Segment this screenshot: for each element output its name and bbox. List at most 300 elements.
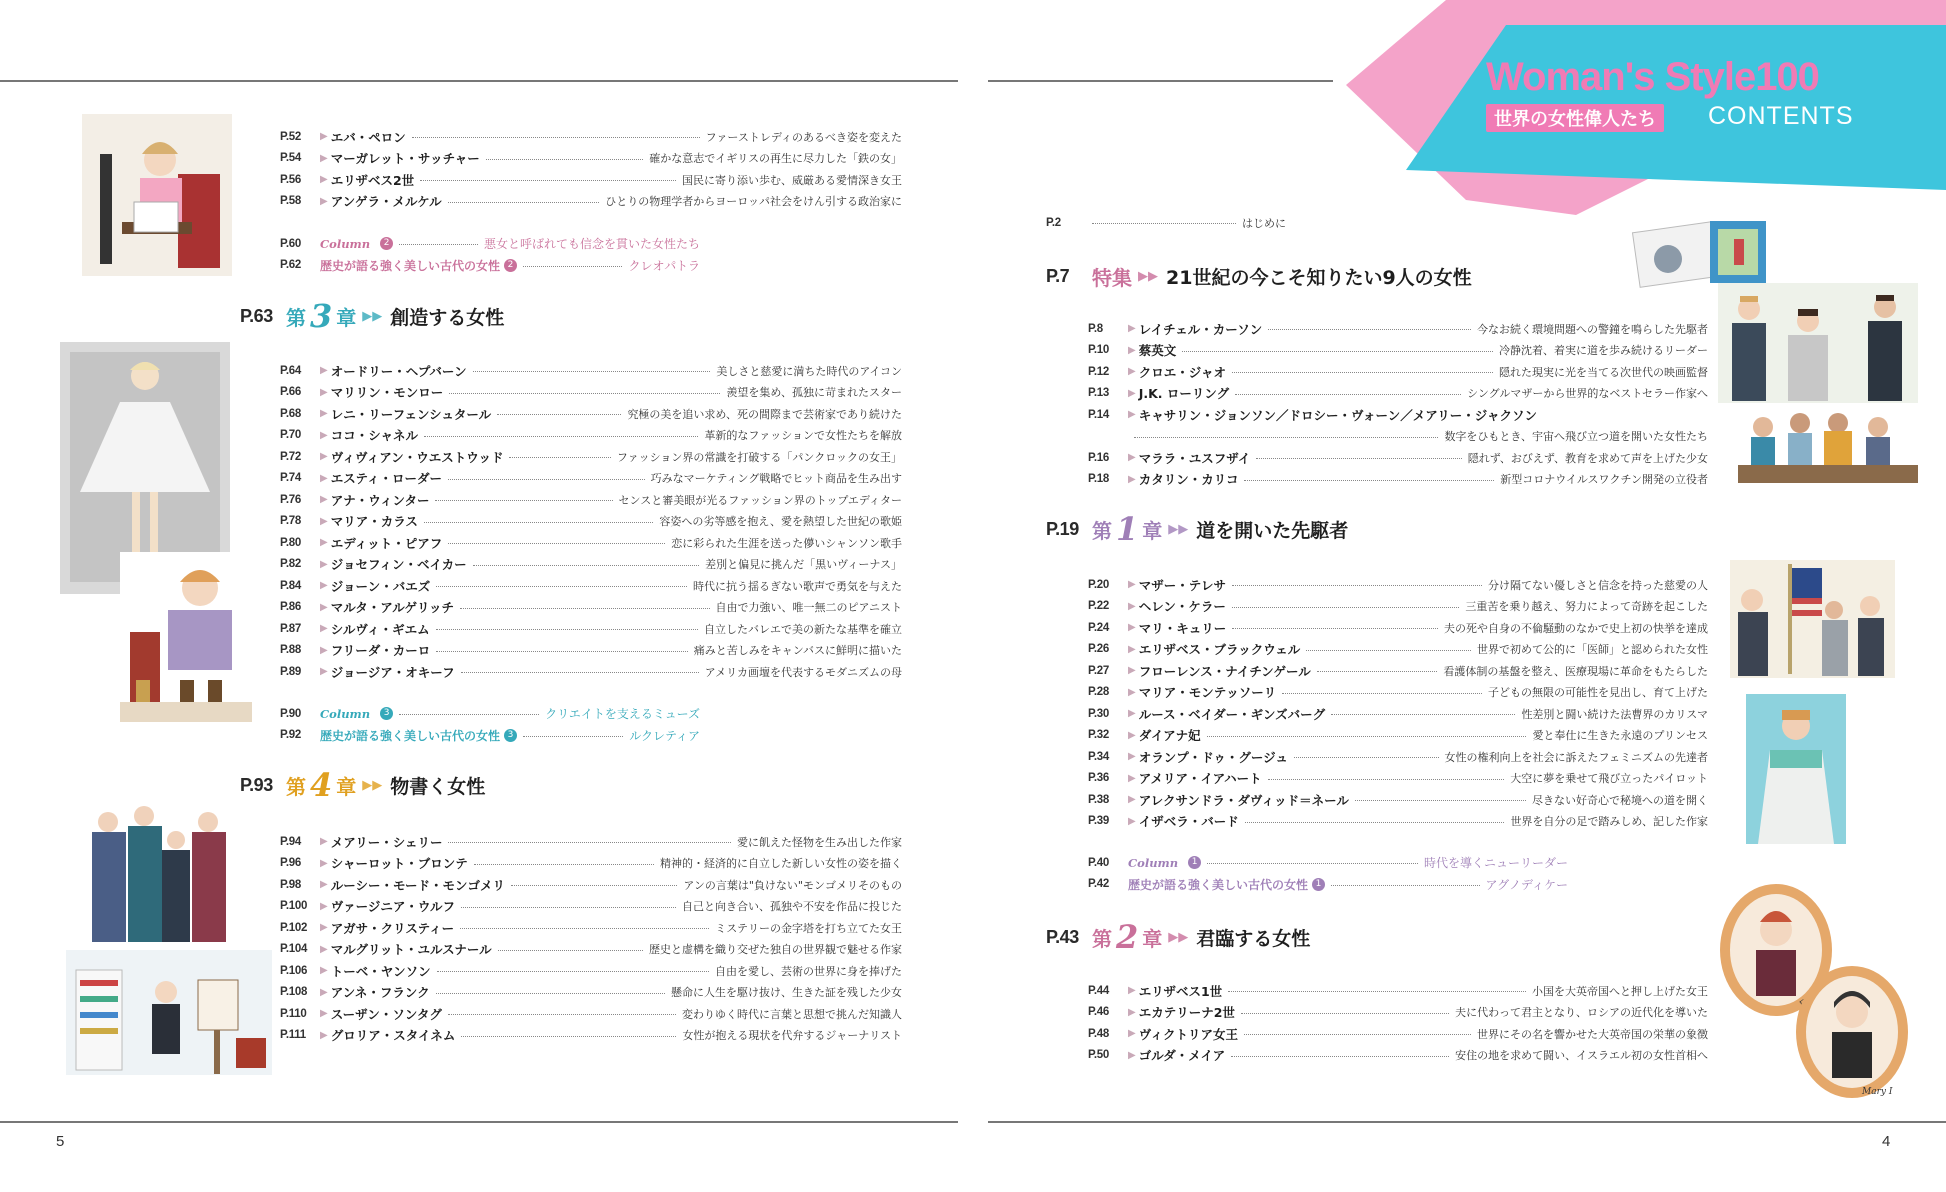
toc-entry[interactable] — [280, 618, 902, 640]
dot-leader — [448, 479, 645, 480]
toc-entry[interactable] — [280, 425, 902, 447]
arrow-icon: ▶ — [320, 365, 328, 377]
dot-leader — [1268, 779, 1505, 780]
entry-name: ルーシー・モード・モンゴメリ — [330, 877, 505, 893]
toc-entry[interactable] — [280, 939, 902, 961]
chapter1-page: P.19 — [1046, 518, 1079, 539]
dot-leader — [1306, 650, 1471, 651]
entry-description: 冷静沈着、着実に道を歩み続けるリーダー — [1499, 344, 1708, 358]
entry-page-number: P.26 — [1088, 643, 1109, 656]
bronte-sisters-illustration — [82, 800, 232, 950]
intro-entry — [1046, 212, 1286, 234]
dot-leader — [473, 371, 711, 372]
extra-entry[interactable] — [280, 725, 700, 747]
entry-page-number: P.70 — [280, 429, 301, 442]
arrow-icon: ▶ — [1128, 772, 1136, 784]
arrow-icon: ▶ — [320, 515, 328, 527]
entry-page-number: P.64 — [280, 364, 301, 377]
entry-name: アメリア・イアハート — [1138, 771, 1262, 787]
toc-entry[interactable] — [280, 597, 902, 619]
toc-entry[interactable] — [1088, 682, 1708, 704]
entry-description: 女性が抱える現状を代弁するジャーナリスト — [682, 1029, 902, 1043]
column-label: Column — [1128, 855, 1179, 870]
entry-page-number: P.62 — [280, 259, 301, 272]
entry-name: アガサ・クリスティー — [330, 920, 455, 936]
dot-leader — [435, 500, 612, 501]
entry-name: J.K. ローリング — [1138, 386, 1230, 402]
dot-leader — [1228, 991, 1526, 992]
toc-entry[interactable] — [280, 489, 902, 511]
entry-page-number: P.108 — [280, 986, 308, 999]
entry-page-number: P.72 — [280, 450, 301, 463]
entry-name: マリア・モンテッソーリ — [1138, 685, 1277, 701]
dot-leader — [460, 608, 710, 609]
page-number-right: 4 — [1882, 1133, 1891, 1150]
double-arrow-icon: ▶▶ — [362, 308, 383, 324]
column-number-badge: 3 — [380, 707, 393, 720]
toc-entry[interactable] — [1088, 789, 1708, 811]
aviator-illustration — [1746, 694, 1846, 844]
entry-name: ゴルダ・メイア — [1138, 1048, 1226, 1064]
chapter3-dai: 第 — [286, 305, 306, 330]
artist-studio-illustration — [66, 950, 272, 1075]
column-number-badge: 2 — [504, 259, 517, 272]
toc-entry[interactable] — [280, 874, 902, 896]
dot-leader — [412, 137, 700, 138]
toc-entry[interactable] — [280, 1025, 902, 1047]
entry-name: エカテリーナ2世 — [1138, 1005, 1235, 1021]
arrow-icon: ▶ — [320, 195, 328, 207]
toc-entry[interactable] — [280, 511, 902, 533]
entry-page-number: P.27 — [1088, 664, 1109, 677]
arrow-icon: ▶ — [1128, 622, 1136, 634]
toc-entry[interactable] — [1088, 426, 1708, 448]
entry-description: 世界で初めて公的に「医師」と認められた女性 — [1477, 643, 1708, 657]
toc-entry[interactable] — [280, 382, 902, 404]
extra-entry[interactable] — [280, 703, 700, 725]
entry-description: 時代に抗う揺るぎない歌声で勇気を与えた — [693, 579, 902, 593]
entry-page-number: P.86 — [280, 601, 301, 614]
arrow-icon: ▶ — [320, 580, 328, 592]
chapter4-heading[interactable] — [240, 766, 485, 804]
entry-page-number: P.106 — [280, 964, 308, 977]
entry-description: 世界を自分の足で踏みしめ、記した作家 — [1510, 815, 1708, 829]
entry-name: マルタ・アルゲリッチ — [330, 600, 454, 616]
extra-entry[interactable] — [1088, 852, 1568, 874]
entry-description: ファッション界の常識を打破する「パンクロックの女王」 — [616, 450, 902, 464]
chapter1-entries — [1088, 574, 1708, 832]
arrow-icon: ▶ — [1128, 579, 1136, 591]
entry-page-number: P.34 — [1088, 750, 1109, 763]
special-page: P.7 — [1046, 266, 1070, 286]
arrow-icon: ▶ — [1128, 323, 1136, 335]
entry-page-number: P.40 — [1088, 856, 1109, 869]
toc-entry[interactable] — [280, 169, 902, 191]
double-arrow-icon: ▶▶ — [1168, 521, 1189, 537]
intro-page: P.2 — [1046, 216, 1061, 229]
top-rule-left — [0, 80, 958, 82]
dot-leader — [436, 586, 687, 587]
entry-page-number: P.92 — [280, 729, 301, 742]
entry-page-number: P.42 — [1088, 878, 1109, 891]
entry-page-number: P.52 — [280, 130, 301, 143]
entry-name: オランプ・ドゥ・グージュ — [1138, 749, 1288, 765]
toc-entry[interactable] — [1088, 1002, 1708, 1024]
entry-page-number: P.30 — [1088, 707, 1109, 720]
dot-leader — [474, 864, 654, 865]
entry-description: ひとりの物理学者からヨーロッパ社会をけん引する政治家に — [605, 195, 902, 209]
toc-entry[interactable] — [280, 853, 902, 875]
arrow-icon: ▶ — [320, 666, 328, 678]
arrow-icon: ▶ — [1128, 473, 1136, 485]
entry-description: 痛みと苦しみをキャンバスに鮮明に描いた — [693, 644, 902, 658]
entry-name: シルヴィ・ギエム — [330, 621, 430, 637]
toc-entry[interactable] — [280, 982, 902, 1004]
logo-contents: CONTENTS — [1708, 102, 1854, 130]
entry-description: ルクレティア — [629, 728, 700, 743]
entry-name: 歴史が語る強く美しい古代の女性 — [1128, 877, 1309, 892]
column-number-badge: 2 — [380, 237, 393, 250]
toc-entry[interactable] — [280, 468, 902, 490]
toc-entry[interactable] — [1088, 746, 1708, 768]
entry-description: センスと審美眼が光るファッション界のトップエディター — [618, 493, 902, 507]
entry-name: アナ・ウィンター — [330, 492, 430, 508]
entry-page-number: P.8 — [1088, 322, 1103, 335]
bottom-rule-left — [0, 1121, 958, 1123]
entry-name: エリザベス1世 — [1138, 983, 1223, 999]
arrow-icon: ▶ — [1128, 643, 1136, 655]
double-arrow-icon: ▶▶ — [362, 777, 383, 793]
entry-description: 三重苦を乗り越え、努力によって奇跡を起こした — [1465, 600, 1708, 614]
chapter1-number: 1 — [1116, 510, 1139, 548]
chapter3-extras — [280, 703, 700, 746]
toc-entry[interactable] — [280, 403, 902, 425]
mary-label: Mary I — [1862, 1087, 1893, 1097]
double-arrow-icon: ▶▶ — [1168, 929, 1189, 945]
arrow-icon: ▶ — [320, 1029, 328, 1041]
entry-description: 美しさと慈愛に満ちた時代のアイコン — [716, 364, 902, 378]
double-arrow-icon: ▶▶ — [1138, 269, 1158, 284]
chapter2-entries — [1088, 980, 1708, 1066]
chapter2-extras — [280, 233, 700, 276]
arrow-icon: ▶ — [320, 1008, 328, 1020]
page-number-left: 5 — [56, 1133, 65, 1150]
entry-page-number: P.89 — [280, 665, 301, 678]
toc-entry[interactable] — [280, 575, 902, 597]
entry-page-number: P.46 — [1088, 1006, 1109, 1019]
special-heading[interactable] — [1046, 262, 1472, 291]
toc-entry[interactable] — [280, 532, 902, 554]
entry-name: マザー・テレサ — [1138, 577, 1226, 593]
entry-name: イザベラ・バード — [1138, 814, 1239, 830]
entry-name: マルグリット・ユルスナール — [330, 942, 492, 958]
entry-description: 分け隔てない優しさと信念を持った慈愛の人 — [1488, 578, 1708, 592]
entry-page-number: P.110 — [280, 1007, 307, 1020]
entry-description: 数字をひもとき、宇宙へ飛び立つ道を開いた女性たち — [1444, 430, 1708, 444]
entry-description: 性差別と闘い続けた法曹界のカリスマ — [1521, 707, 1708, 721]
toc-entry[interactable] — [1088, 660, 1708, 682]
arrow-icon: ▶ — [320, 537, 328, 549]
entry-page-number: P.28 — [1088, 686, 1109, 699]
arrow-icon: ▶ — [320, 900, 328, 912]
toc-entry[interactable] — [1088, 639, 1708, 661]
toc-entry[interactable] — [280, 446, 902, 468]
entry-name: エディット・ピアフ — [330, 535, 443, 551]
entry-name: トーベ・ヤンソン — [330, 963, 431, 979]
toc-entry[interactable] — [280, 640, 902, 662]
arrow-icon: ▶ — [320, 429, 328, 441]
toc-entry[interactable] — [1088, 980, 1708, 1002]
entry-name: シャーロット・ブロンテ — [330, 856, 468, 872]
dot-leader — [1207, 736, 1527, 737]
dot-leader — [448, 202, 600, 203]
entry-name: フリーダ・カーロ — [330, 643, 431, 659]
toc-entry[interactable] — [1088, 617, 1708, 639]
entry-page-number: P.60 — [280, 237, 301, 250]
toc-entry[interactable] — [280, 1003, 902, 1025]
dot-leader — [1235, 394, 1461, 395]
arrow-icon: ▶ — [1128, 600, 1136, 612]
arrow-icon: ▶ — [1128, 452, 1136, 464]
intro-desc: はじめに — [1242, 216, 1286, 230]
arrow-icon: ▶ — [1128, 1049, 1136, 1061]
chapter3-title: 創造する女性 — [390, 306, 505, 329]
dot-leader — [1245, 822, 1505, 823]
toc-entry[interactable] — [1088, 469, 1708, 491]
entry-page-number: P.98 — [280, 878, 301, 891]
dot-leader — [497, 414, 621, 415]
toc-entry[interactable] — [1088, 574, 1708, 596]
entry-description: クレオパトラ — [628, 258, 700, 273]
dot-leader — [1232, 372, 1493, 373]
toc-entry[interactable] — [1088, 404, 1708, 426]
arrow-icon: ▶ — [320, 131, 328, 143]
toc-entry[interactable] — [1088, 811, 1708, 833]
entry-description: アグノディケー — [1485, 877, 1568, 892]
arrow-icon: ▶ — [320, 601, 328, 613]
entry-name: ヴァージニア・ウルフ — [330, 899, 455, 915]
arrow-icon: ▶ — [320, 836, 328, 848]
arrow-icon: ▶ — [320, 943, 328, 955]
chapter1-heading[interactable] — [1046, 510, 1348, 548]
entry-page-number: P.48 — [1088, 1027, 1109, 1040]
entry-page-number: P.38 — [1088, 793, 1109, 806]
entry-name: クロエ・ジャオ — [1138, 364, 1226, 380]
entry-name: グロリア・スタイネム — [330, 1028, 456, 1044]
toc-entry[interactable] — [1088, 1045, 1708, 1067]
dot-leader — [424, 436, 698, 437]
extra-entry[interactable] — [280, 233, 700, 255]
entry-page-number: P.24 — [1088, 621, 1109, 634]
toc-entry[interactable] — [280, 896, 902, 918]
entry-name: オードリー・ヘプバーン — [330, 363, 467, 379]
column-label: Column — [320, 236, 371, 251]
dot-leader — [448, 543, 665, 544]
dot-leader — [448, 1014, 676, 1015]
entry-page-number: P.66 — [280, 386, 301, 399]
entry-name: アンネ・フランク — [330, 985, 430, 1001]
toc-entry[interactable] — [280, 831, 902, 853]
entry-name: ココ・シャネル — [330, 428, 418, 444]
entry-description: 世界にその名を響かせた大英帝国の栄華の象徴 — [1477, 1027, 1708, 1041]
dot-leader — [1244, 480, 1494, 481]
arrow-icon: ▶ — [320, 879, 328, 891]
entry-description: 究極の美を追い求め、死の間際まで芸術家であり続けた — [627, 407, 902, 421]
arrow-icon: ▶ — [1128, 344, 1136, 356]
entry-page-number: P.102 — [280, 921, 308, 934]
dot-leader — [486, 159, 644, 160]
entry-name: 歴史が語る強く美しい古代の女性 — [320, 258, 501, 273]
entry-description: 懸命に人生を駆け抜け、生きた証を残した少女 — [671, 986, 902, 1000]
entry-description: 革新的なファッションで女性たちを解放 — [704, 429, 902, 443]
toc-entry[interactable] — [1088, 318, 1708, 340]
entry-name: マリア・カラス — [330, 514, 418, 530]
arrow-icon: ▶ — [320, 644, 328, 656]
dot-leader — [1232, 585, 1482, 586]
arrow-icon: ▶ — [320, 386, 328, 398]
toc-entry[interactable] — [280, 661, 902, 683]
dot-leader — [511, 885, 677, 886]
entry-name: マーガレット・サッチャー — [330, 151, 480, 167]
dot-leader — [448, 842, 731, 843]
entry-name: 蔡英文 — [1138, 343, 1177, 359]
entry-page-number: P.10 — [1088, 344, 1109, 357]
entry-name: ルース・ベイダー・ギンズバーグ — [1138, 706, 1326, 722]
toc-entry[interactable] — [1088, 596, 1708, 618]
perfume-illustration — [120, 552, 252, 722]
entry-description: 自己と向き合い、孤独や不安を作品に投じた — [682, 900, 902, 914]
entry-description: 自由を愛し、芸術の世界に身を捧げた — [715, 964, 902, 978]
toc-entry[interactable] — [280, 360, 902, 382]
entry-description: 隠れず、おびえず、教育を求めて声を上げた少女 — [1467, 451, 1708, 465]
entry-page-number: P.111 — [280, 1029, 306, 1042]
entry-page-number: P.100 — [280, 900, 308, 913]
dot-leader — [509, 457, 610, 458]
entry-description: 羨望を集め、孤独に苛まれたスター — [726, 386, 902, 400]
arrow-icon: ▶ — [1128, 985, 1136, 997]
entry-page-number: P.36 — [1088, 772, 1109, 785]
dot-leader — [399, 244, 478, 245]
entry-description: 愛と奉仕に生きた永遠のプリンセス — [1532, 729, 1708, 743]
toc-entry[interactable] — [1088, 725, 1708, 747]
toc-entry[interactable] — [1088, 1023, 1708, 1045]
arrow-icon: ▶ — [320, 152, 328, 164]
entry-page-number: P.68 — [280, 407, 301, 420]
book-illustration — [1628, 215, 1778, 287]
entry-page-number: P.88 — [280, 644, 301, 657]
special-entries — [1088, 318, 1708, 490]
toc-entry[interactable] — [1088, 383, 1708, 405]
extra-entry[interactable] — [280, 255, 700, 277]
chapter3-heading[interactable] — [240, 297, 504, 335]
arrow-icon: ▶ — [1128, 794, 1136, 806]
extra-entry[interactable] — [1088, 874, 1568, 896]
arrow-icon: ▶ — [320, 174, 328, 186]
dot-leader — [1232, 628, 1438, 629]
entry-description: 確かな意志でイギリスの再生に尽力した「鉄の女」 — [649, 152, 902, 166]
toc-entry[interactable] — [280, 554, 902, 576]
dot-leader — [1294, 757, 1439, 758]
chapter1-sho: 章 — [1142, 518, 1163, 543]
toc-entry[interactable] — [1088, 703, 1708, 725]
mary-portrait-frame — [1792, 962, 1912, 1102]
entry-description: ミステリーの金字塔を打ち立てた女王 — [715, 921, 902, 935]
entry-page-number: P.96 — [280, 857, 301, 870]
toc-entry[interactable] — [280, 191, 902, 213]
chapter2-continued-entries — [280, 126, 902, 212]
entry-page-number: P.32 — [1088, 729, 1109, 742]
ceremony-illustration — [1730, 560, 1895, 678]
entry-page-number: P.44 — [1088, 984, 1109, 997]
chapter2-dai: 第 — [1092, 926, 1112, 951]
entry-description: 国民に寄り添い歩む、威厳ある愛情深き女王 — [682, 173, 902, 187]
chapter2-heading[interactable] — [1046, 918, 1310, 956]
entry-page-number: P.14 — [1088, 408, 1109, 421]
chapter4-dai: 第 — [286, 774, 306, 799]
entry-description: 自由で力強い、唯一無二のピアニスト — [715, 601, 902, 615]
chapter1-title: 道を開いた先駆者 — [1196, 519, 1349, 542]
entry-name: ヴィヴィアン・ウエストウッド — [330, 449, 504, 465]
toc-entry[interactable] — [280, 126, 902, 148]
entry-page-number: P.74 — [280, 472, 301, 485]
toc-entry[interactable] — [280, 148, 902, 170]
toc-entry[interactable] — [280, 960, 902, 982]
entry-page-number: P.22 — [1088, 600, 1109, 613]
toc-entry[interactable] — [1088, 768, 1708, 790]
entry-description: 変わりゆく時代に言葉と思想で挑んだ知識人 — [682, 1007, 902, 1021]
dot-leader — [461, 672, 699, 673]
entry-description: 恋に彩られた生涯を送った儚いシャンソン歌手 — [671, 536, 902, 550]
entry-description: 安住の地を求めて闘い、イスラエル初の女性首相へ — [1455, 1049, 1708, 1063]
dot-leader — [523, 266, 622, 267]
dot-leader — [461, 907, 676, 908]
entry-description: 看護体制の基盤を整え、医療現場に革命をもたらした — [1443, 664, 1708, 678]
students-illustration — [1738, 405, 1918, 483]
entry-page-number: P.54 — [280, 152, 301, 165]
entry-name: ダイアナ妃 — [1138, 728, 1201, 744]
chapter4-page: P.93 — [240, 774, 273, 795]
entry-page-number: P.50 — [1088, 1049, 1109, 1062]
arrow-icon: ▶ — [1128, 1006, 1136, 1018]
toc-entry[interactable] — [1088, 361, 1708, 383]
entry-description: 歴史と虚構を織り交ぜた独自の世界観で魅せる作家 — [649, 943, 902, 957]
chapter3-page: P.63 — [240, 305, 273, 326]
entry-name: アンゲラ・メルケル — [330, 194, 442, 210]
dot-leader — [461, 1036, 676, 1037]
entry-page-number: P.104 — [280, 943, 308, 956]
toc-entry[interactable] — [1088, 340, 1708, 362]
special-title: 21世紀の今こそ知りたい9人の女性 — [1166, 267, 1472, 289]
entry-description: 精神的・経済的に自立した新しい女性の姿を描く — [660, 857, 902, 871]
entry-description: 夫の死や自身の不倫騒動のなかで史上初の快挙を達成 — [1444, 621, 1708, 635]
dot-leader — [436, 629, 698, 630]
toc-entry[interactable] — [1088, 447, 1708, 469]
entry-name: ジョセフィン・ベイカー — [330, 557, 467, 573]
toc-entry[interactable] — [280, 917, 902, 939]
entry-name: レニ・リーフェンシュタール — [330, 406, 492, 422]
entry-name: ジョージア・オキーフ — [330, 664, 455, 680]
column-number-badge: 3 — [504, 729, 517, 742]
entry-description: 子どもの無限の可能性を見出し、育て上げた — [1488, 686, 1708, 700]
arrow-icon: ▶ — [1128, 409, 1136, 421]
entry-description: 悪女と呼ばれても信念を貫いた女性たち — [483, 237, 700, 252]
dot-leader — [1182, 351, 1493, 352]
entry-name: マララ・ユスフザイ — [1138, 450, 1251, 466]
chapter4-sho: 章 — [336, 774, 357, 799]
entry-name: 歴史が語る強く美しい古代の女性 — [320, 728, 501, 743]
arrow-icon: ▶ — [1128, 729, 1136, 741]
arrow-icon: ▶ — [1128, 1028, 1136, 1040]
